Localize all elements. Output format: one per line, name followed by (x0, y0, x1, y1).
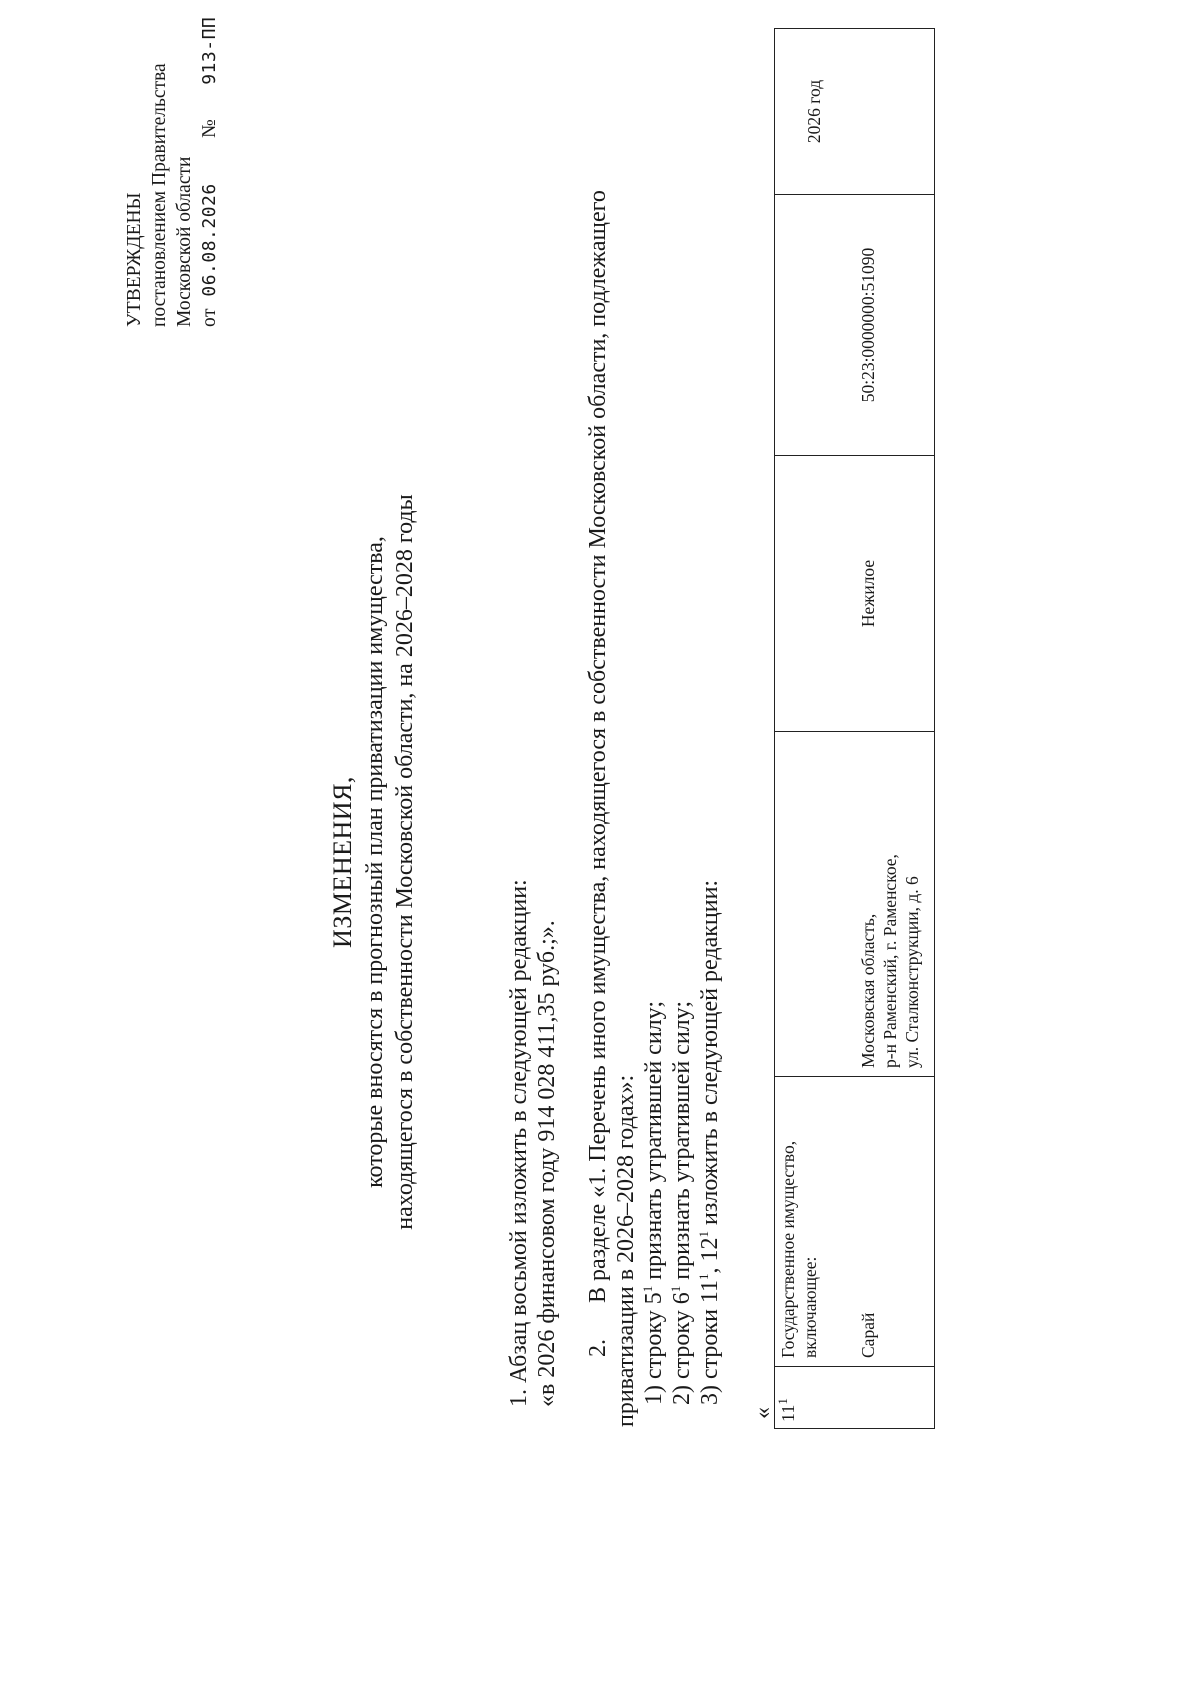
type-cell (775, 456, 935, 732)
item-2-number: 2. (585, 1339, 611, 1357)
date-prefix: от (199, 307, 220, 327)
sub-item-3 (696, 77, 724, 1427)
item-2-text: В разделе «1. Перечень иного имущества, находящегося в собственности Московской области, подлежащего приватизации в 2026–2028 годах»: (585, 190, 639, 1427)
item-1-line-1: 1. Абзац восьмой изложить в следующей редакции: (506, 879, 532, 1407)
address-cell (775, 732, 935, 1077)
privatization-table (774, 28, 935, 1429)
table-row (775, 29, 935, 1429)
item-2-paragraph (584, 77, 640, 1427)
row-number-cell (775, 1367, 935, 1429)
name-item: Сарай (858, 1312, 878, 1358)
sub-item-2-text-a: 2) строку 6 (669, 1292, 695, 1405)
sub-item-3-superscript-1: 1 (696, 1273, 711, 1280)
address-line-2: р-н Раменский, г. Раменское, (880, 854, 900, 1068)
sub-item-3-text-mid: , 12 (697, 1237, 723, 1274)
sub-item-1-text-a: 1) строку 5 (641, 1292, 667, 1405)
approval-by-resolution: постановлением Правительства (149, 63, 170, 327)
year-cell (775, 29, 935, 195)
property-type: Нежилое (858, 559, 878, 628)
title-main: ИЗМЕНЕНИЯ, (328, 776, 357, 948)
approval-stamp (122, 0, 222, 327)
sub-item-1-text-b: признать утратившей силу; (641, 1000, 667, 1286)
number-sign: № (199, 118, 220, 138)
sub-item-3-text-a: 3) строки 11 (697, 1279, 723, 1405)
sub-item-1 (640, 77, 668, 1427)
item-1-line-2: «в 2026 финансовом году 914 028 411,35 руб.;». (534, 920, 560, 1407)
sub-item-3-superscript-2: 1 (696, 1230, 711, 1238)
opening-quote-mark: « (750, 1407, 776, 1419)
sub-item-2-superscript: 1 (668, 1285, 683, 1293)
document-body (505, 77, 724, 1427)
name-cell (775, 1077, 935, 1367)
row-number: 11 (778, 1404, 798, 1422)
cadastral-number: 50:23:0000000:51090 (858, 247, 878, 403)
approval-date: 06.08.2026 (199, 183, 220, 297)
cadastral-cell (775, 195, 935, 456)
sub-item-2 (668, 77, 696, 1427)
sub-item-2-text-b: признать утратившей силу; (669, 1000, 695, 1286)
name-group: Государственное имущество, включающее: (778, 1140, 820, 1358)
approval-date-line (197, 0, 222, 327)
document-title (328, 362, 420, 1362)
title-line-2: которые вносятся в прогнозный план приватизации имущества, (362, 536, 388, 1188)
approval-region: Московской области (174, 156, 195, 327)
approval-number: 913-ПП (199, 16, 220, 85)
address-line-1: Московская область, (858, 913, 878, 1068)
approval-heading: УТВЕРЖДЕНЫ (124, 192, 145, 327)
row-number-superscript: 1 (775, 1398, 790, 1405)
sub-item-1-superscript: 1 (640, 1285, 655, 1293)
sub-item-3-text-b: изложить в следующей редакции: (697, 879, 723, 1231)
title-line-3: находящегося в собственности Московской области, на 2026–2028 годы (392, 494, 418, 1230)
address-line-3: ул. Сталконструкции, д. 6 (902, 876, 922, 1068)
privatization-year: 2026 год (804, 79, 824, 144)
